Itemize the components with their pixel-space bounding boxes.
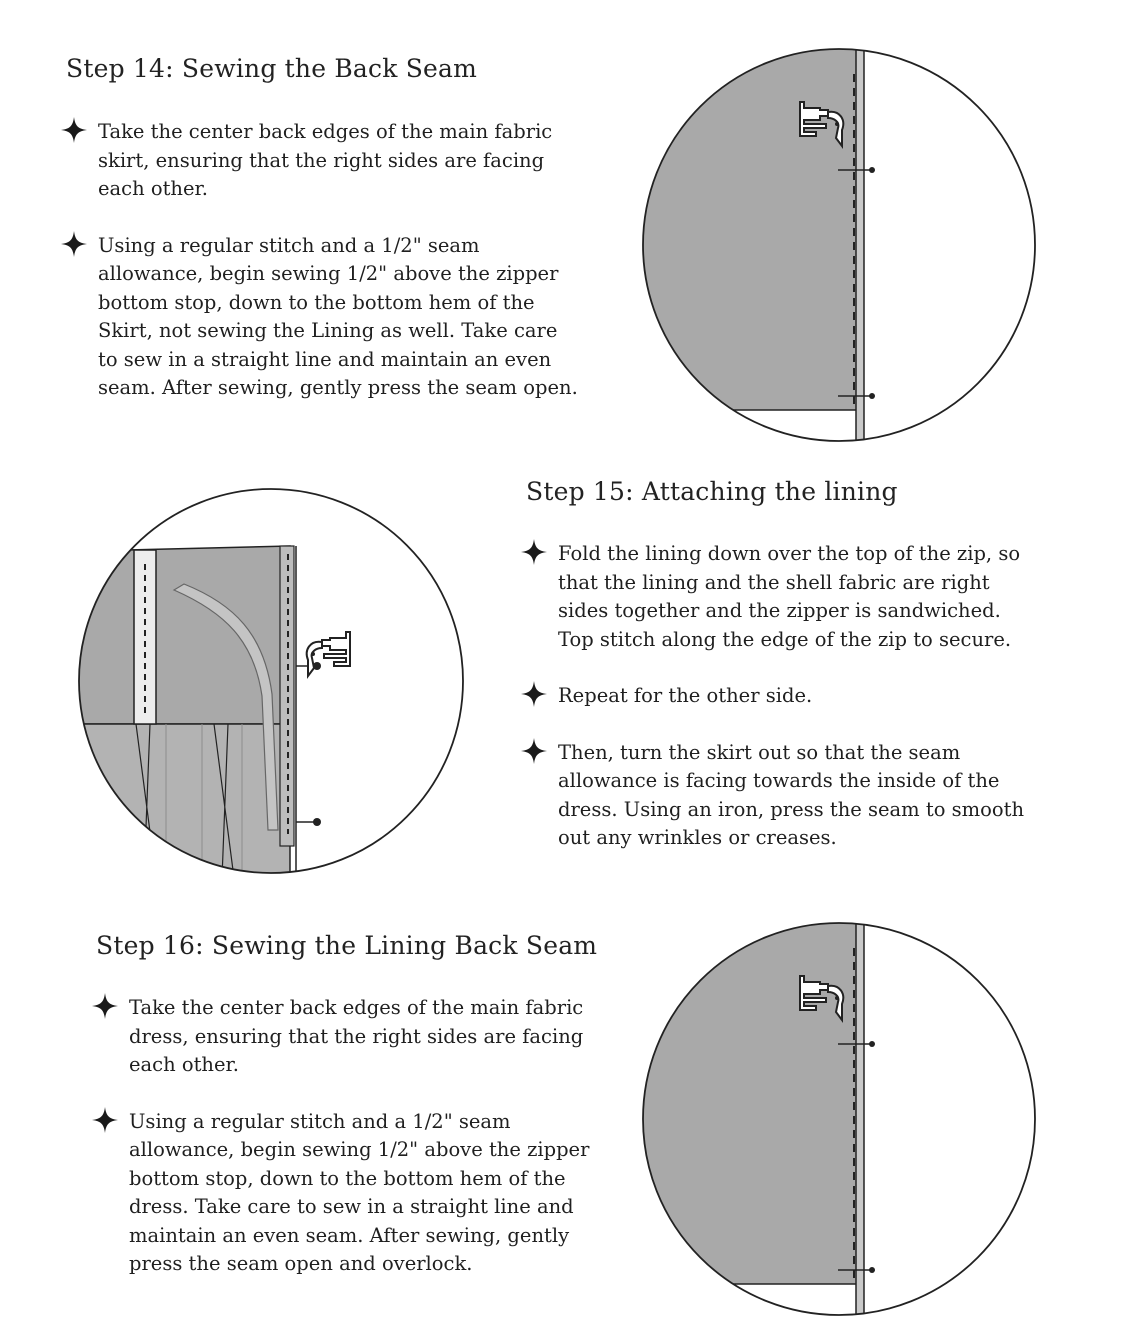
four-point-star-icon (520, 538, 548, 566)
four-point-star-icon (60, 116, 88, 144)
list-item: Take the center back edges of the main fabric dress, ensuring that the right sides are facing each other. (93, 994, 613, 1080)
step-15-bullets (522, 540, 1042, 881)
list-item: Then, turn the skirt out so that the seam allowance is facing towards the inside of the dress. Using an iron, press the seam to smooth out any wrinkles or creases. (522, 739, 1042, 853)
step-16-bullets (93, 994, 613, 1307)
step-14-bullets (62, 118, 582, 431)
list-item: Repeat for the other side. (522, 682, 1042, 711)
step-14-title: Step 14: Sewing the Back Seam (66, 54, 478, 83)
list-item: Using a regular stitch and a 1/2" seam allowance, begin sewing 1/2" above the zipper bottom stop, down to the bottom hem of the dress. Take care to sew in a straight line and maintain an even seam. After sewing, gently press the seam open and overlock. (93, 1108, 613, 1279)
back-seam-illustration (638, 44, 1040, 446)
four-point-star-icon (91, 992, 119, 1020)
four-point-star-icon (520, 680, 548, 708)
four-point-star-icon (91, 1106, 119, 1134)
list-item: Using a regular stitch and a 1/2" seam allowance, begin sewing 1/2" above the zipper bottom stop, down to the bottom hem of the Skirt, not sewing the Lining as well. Take care to sew in a straight line and maintain an even seam. After sewing, gently press the seam open. (62, 232, 582, 403)
lining-illustration (74, 484, 468, 878)
lining-back-seam-illustration (638, 918, 1040, 1320)
step-16-title: Step 16: Sewing the Lining Back Seam (96, 931, 598, 960)
four-point-star-icon (520, 737, 548, 765)
list-item: Take the center back edges of the main fabric skirt, ensuring that the right sides are facing each other. (62, 118, 582, 204)
list-item: Fold the lining down over the top of the zip, so that the lining and the shell fabric are right sides together and the zipper is sandwiched. Top stitch along the edge of the zip to secure. (522, 540, 1042, 654)
four-point-star-icon (60, 230, 88, 258)
step-15-title: Step 15: Attaching the lining (526, 477, 898, 506)
